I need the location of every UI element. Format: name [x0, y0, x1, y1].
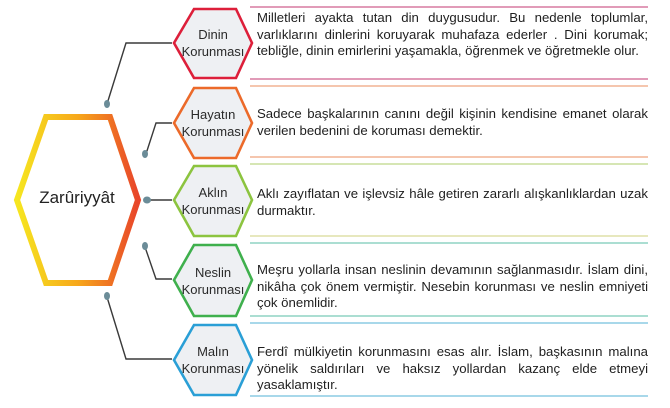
title-malin: [174, 343, 252, 377]
title-dinin-line2: Korunması: [181, 44, 245, 59]
title-malin-line1: Malın: [197, 344, 229, 359]
title-aklin-line2: Korunması: [181, 202, 245, 217]
title-dinin: [174, 26, 252, 60]
title-hayatin: [174, 106, 252, 140]
desc-aklin: Aklı zayıflatan ve işlevsiz hâle getiren zararlı alışkanlıklardan uzak durmaktır.: [257, 186, 648, 218]
desc-hayatin: Sadece başkalarının canını değil kişinin kendisine emanet olarak verilen bedenini de koruması demektir.: [257, 106, 648, 138]
title-dinin-line1: Dinin: [198, 27, 228, 42]
title-neslin-line1: Neslin: [194, 265, 232, 280]
title-neslin-line2: Korunması: [181, 282, 245, 297]
desc-malin: Ferdî mülkiyetin korunmasını esas alır. İslam, başkasının malına yönelik saldırıları ve haksız yollardan kazanç elde etmeyi yasaklamıştır.: [257, 344, 648, 392]
title-hayatin-line2: Korunması: [181, 124, 245, 139]
title-aklin-line1: Aklın: [198, 185, 228, 200]
title-neslin: [174, 264, 252, 298]
desc-dinin: Milletleri ayakta tutan din duygusudur. Bu nedenle toplumlar, varlıklarını dinlerini koruyarak muhafaza ederler . Dini korumak; tebliğle, dinin emirlerini yaşamakla, öğrenmek ve öğretmekle olur.: [257, 10, 648, 58]
title-malin-line2: Korunması: [181, 361, 245, 376]
desc-neslin: Meşru yollarla insan neslinin devamının sağlanmasıdır. İslam dini, nikâha çok önem vermiştir. Nesebin korunması ve neslin emniyeti çok önemlidir.: [257, 262, 648, 310]
center-label: Zarûriyyât: [39, 188, 115, 207]
title-aklin: [174, 184, 252, 218]
title-hayatin-line1: Hayatın: [190, 107, 236, 122]
